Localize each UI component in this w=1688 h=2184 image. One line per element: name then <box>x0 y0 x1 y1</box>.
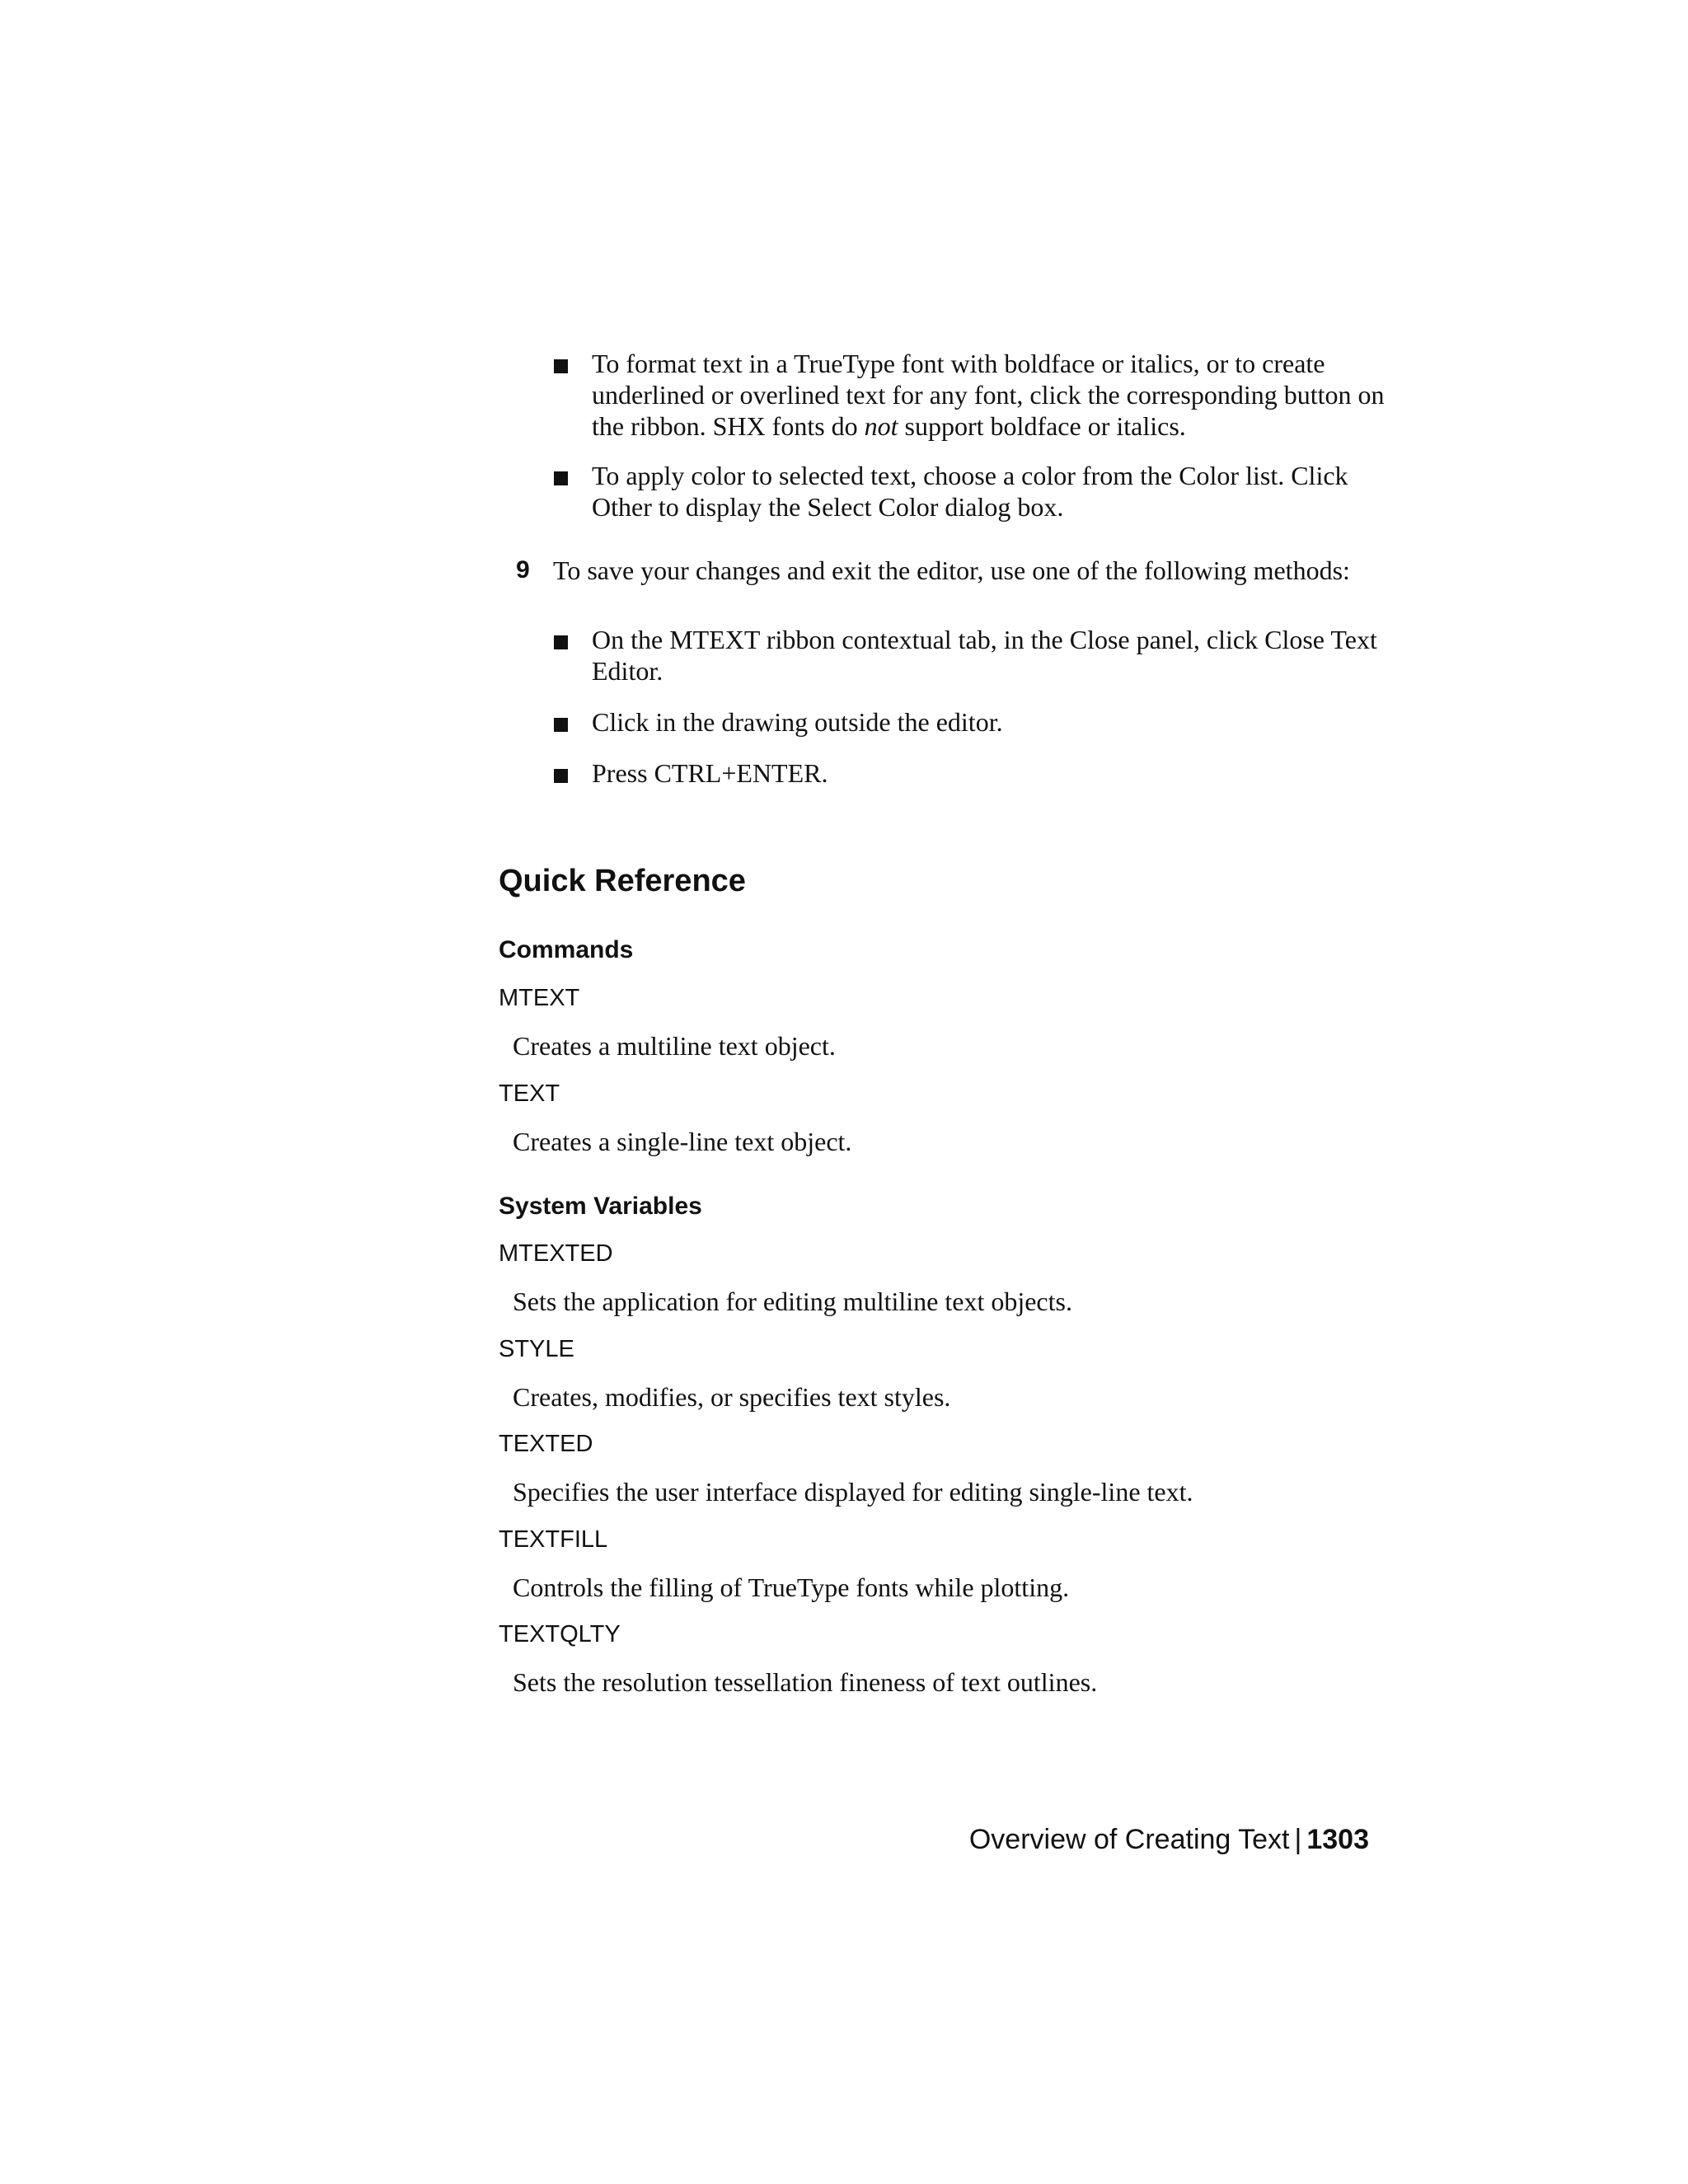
step-number: 9 <box>516 556 530 583</box>
bullet-apply-color: To apply color to selected text, choose a color from the Color list. Click Other to display the Select Color dialog box. <box>592 461 1348 522</box>
footer-separator: | <box>1294 1824 1302 1855</box>
bullet-format-text <box>592 348 1391 442</box>
page-number: 1303 <box>1306 1824 1369 1855</box>
bullet-marker <box>554 635 568 649</box>
command-name: TEXT <box>499 1080 560 1107</box>
system-variable-name: TEXTQLTY <box>499 1621 621 1647</box>
system-variable-name: MTEXTED <box>499 1240 613 1267</box>
system-variable-description: Creates, modifies, or specifies text styles. <box>513 1382 951 1412</box>
bullet-marker <box>554 471 568 485</box>
system-variable-description: Controls the filling of TrueType fonts while plotting. <box>513 1572 1070 1602</box>
bullet-text-part: To format text in a TrueType font with boldface or italics, or to create underlined or overlined text for any font, click the corresponding button on the ribbon. SHX fonts do <box>592 349 1385 441</box>
bullet-marker <box>554 769 568 783</box>
bullet-ctrl-enter: Press CTRL+ENTER. <box>592 758 828 788</box>
emphasis-not: not <box>864 411 898 441</box>
command-description: Creates a single-line text object. <box>513 1127 852 1156</box>
command-description: Creates a multiline text object. <box>513 1031 836 1061</box>
bullet-marker <box>554 718 568 732</box>
quick-reference-heading: Quick Reference <box>499 864 746 898</box>
bullet-text-part: support boldface or italics. <box>898 411 1186 441</box>
step-text: To save your changes and exit the editor, use one of the following methods: <box>553 555 1350 585</box>
system-variable-name: TEXTED <box>499 1431 593 1457</box>
bullet-click-outside: Click in the drawing outside the editor. <box>592 707 1003 737</box>
system-variables-heading: System Variables <box>499 1193 702 1220</box>
system-variable-description: Specifies the user interface displayed for editing single-line text. <box>513 1477 1193 1507</box>
command-name: MTEXT <box>499 985 580 1011</box>
commands-heading: Commands <box>499 936 634 963</box>
system-variable-description: Sets the resolution tessellation fineness of text outlines. <box>513 1667 1098 1697</box>
bullet-marker <box>554 359 568 373</box>
system-variable-description: Sets the application for editing multiline text objects. <box>513 1286 1072 1316</box>
footer-section-title: Overview of Creating Text <box>968 1824 1290 1855</box>
bullet-close-editor: On the MTEXT ribbon contextual tab, in the Close panel, click Close Text Editor. <box>592 625 1377 686</box>
system-variable-name: STYLE <box>499 1336 574 1362</box>
system-variable-name: TEXTFILL <box>499 1526 608 1553</box>
page-footer <box>969 1822 1369 1857</box>
